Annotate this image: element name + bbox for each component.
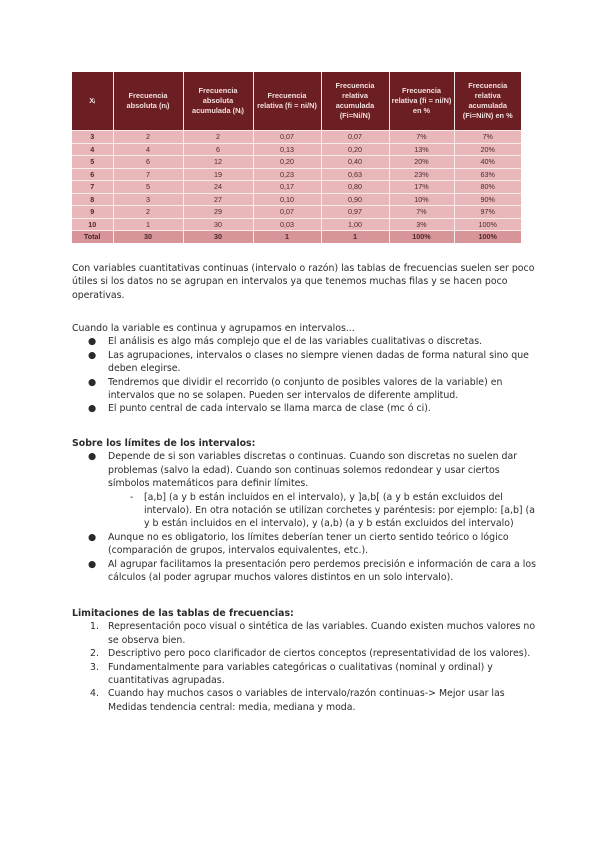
table-cell: 0,13: [253, 143, 321, 156]
list-item-text: Fundamentalmente para variables categóricas o cualitativas (nominal y ordinal) y cuantitativas agrupadas.: [108, 661, 493, 687]
header-rel-cum-freq: Frecuencia relativa acumulada (Fi=Ni/N): [321, 72, 389, 131]
table-cell: Total: [72, 231, 113, 243]
table-cell: 8: [72, 193, 113, 206]
table-row: [72, 181, 521, 194]
table-cell: 3%: [389, 218, 454, 231]
table-cell: 7%: [389, 206, 454, 219]
table-cell: 63%: [454, 168, 521, 181]
table-cell: 0,20: [253, 156, 321, 169]
list-number: 2.: [90, 648, 99, 660]
list-item: [72, 661, 542, 688]
table-row: [72, 193, 521, 206]
table-cell: 1,00: [321, 218, 389, 231]
list-item-text: El punto central de cada intervalo se llama marca de clase (mc ó ci).: [108, 403, 431, 415]
table-header-row: [72, 72, 521, 131]
list-item: [72, 335, 542, 348]
table-cell: 7: [72, 181, 113, 194]
table-cell: 0,07: [253, 206, 321, 219]
table-cell: 100%: [454, 231, 521, 243]
table-cell: 3: [72, 131, 113, 144]
list-item-text: Representación poco visual o sintética de las variables. Cuando existen muchos valores no se observa bien.: [108, 621, 536, 646]
table-cell: 17%: [389, 181, 454, 194]
list-number: 1.: [90, 621, 99, 633]
table-cell: 9: [72, 206, 113, 219]
list-item-text: Aunque no es obligatorio, los límites deberían tener un cierto sentido teórico o lógico (comparación de grupos, intervalos equivalentes, etc.).: [108, 531, 509, 557]
table-cell: 6: [183, 143, 253, 156]
table-cell: 10%: [389, 193, 454, 206]
limitations-numbered-list: [72, 620, 542, 714]
list-item: [72, 450, 542, 530]
table-cell: 24: [183, 181, 253, 194]
continuous-bullet-list: [72, 335, 542, 415]
table-cell: 40%: [454, 156, 521, 169]
limits-sub-list: [108, 491, 542, 531]
list-number: 3.: [90, 661, 99, 673]
dash-icon: -: [130, 491, 134, 503]
table-cell: 30: [113, 231, 183, 243]
header-abs-freq: Frecuencia absoluta (nᵢ): [113, 72, 183, 131]
table-cell: 3: [113, 193, 183, 206]
bullet-icon: ●: [88, 336, 97, 348]
table-cell: 0,03: [253, 218, 321, 231]
table-cell: 12: [183, 156, 253, 169]
table-row: [72, 218, 521, 231]
table-cell: 2: [183, 131, 253, 144]
list-item: [72, 620, 542, 647]
frequency-table: [72, 72, 521, 243]
bullet-icon: ●: [88, 403, 97, 415]
table-cell: 0,90: [321, 193, 389, 206]
continuous-lead: Cuando la variable es continua y agrupamos en intervalos...: [72, 323, 355, 334]
table-cell: 100%: [454, 218, 521, 231]
bullet-icon: ●: [88, 376, 97, 388]
table-cell: 13%: [389, 143, 454, 156]
sub-list-item: [108, 491, 542, 531]
table-cell: 0,07: [321, 131, 389, 144]
bullet-icon: ●: [88, 349, 97, 361]
list-item-text: Descriptivo pero poco clarificador de ciertos conceptos (representatividad de los valores).: [108, 648, 531, 660]
list-item-text: Depende de si son variables discretas o continuas. Cuando son discretas no suelen dar problemas (salvo la edad). Cuando son continuas solemos redondear y usar ciertos símbolos matemáticos para definir límites.: [108, 451, 518, 490]
table-total-row: [72, 231, 521, 243]
list-item: [72, 376, 542, 403]
intro-paragraph: Con variables cuantitativas continuas (intervalo o razón) las tablas de frecuencias suelen ser poco útiles si los datos no se agrupan en intervalos ya que tenemos muchas filas y se hacen poco operativas.: [72, 263, 535, 301]
header-rel-freq-pct: Frecuencia relativa (fi = ni/N) en %: [389, 72, 454, 131]
list-item-text: Tendremos que dividir el recorrido (o conjunto de posibles valores de la variable) en intervalos que no se solapen. Pueden ser intervalos de diferente amplitud.: [108, 376, 503, 402]
table-cell: 30: [183, 231, 253, 243]
table-cell: 23%: [389, 168, 454, 181]
limitations-heading: Limitaciones de las tablas de frecuencias:: [72, 608, 294, 619]
header-xi: Xᵢ: [72, 72, 113, 131]
table-cell: 29: [183, 206, 253, 219]
bullet-icon: ●: [88, 531, 97, 543]
list-item-text: El análisis es algo más complejo que el de las variables cualitativas o discretas.: [108, 336, 483, 348]
table-cell: 1: [321, 231, 389, 243]
table-cell: 0,07: [253, 131, 321, 144]
list-item: [72, 647, 542, 660]
table-cell: 6: [113, 156, 183, 169]
table-cell: 10: [72, 218, 113, 231]
list-item: [72, 558, 542, 585]
table-row: [72, 168, 521, 181]
table-body: [72, 131, 521, 243]
bullet-icon: ●: [88, 451, 97, 463]
table-cell: 20%: [454, 143, 521, 156]
table-cell: 30: [183, 218, 253, 231]
table-cell: 27: [183, 193, 253, 206]
table-cell: 0,17: [253, 181, 321, 194]
bullet-icon: ●: [88, 558, 97, 570]
table-cell: 80%: [454, 181, 521, 194]
table-cell: 5: [113, 181, 183, 194]
header-rel-freq: Frecuencia relativa (fi = ni/N): [253, 72, 321, 131]
list-item-text: Las agrupaciones, intervalos o clases no siempre vienen dadas de forma natural sino que deben elegirse.: [108, 349, 529, 375]
table-cell: 2: [113, 206, 183, 219]
table-cell: 5: [72, 156, 113, 169]
table-cell: 0,20: [321, 143, 389, 156]
intro-block: [72, 262, 542, 302]
limits-heading: Sobre los límites de los intervalos:: [72, 438, 256, 449]
table-cell: 0,23: [253, 168, 321, 181]
table-cell: 19: [183, 168, 253, 181]
limits-section: [72, 437, 542, 584]
table-cell: 4: [72, 143, 113, 156]
table-cell: 0,97: [321, 206, 389, 219]
limitations-section: [72, 607, 542, 714]
table-row: [72, 143, 521, 156]
table-cell: 0,10: [253, 193, 321, 206]
table-cell: 0,80: [321, 181, 389, 194]
table-cell: 1: [113, 218, 183, 231]
table-cell: 0,63: [321, 168, 389, 181]
sub-list-item-text: [a,b] (a y b están incluidos en el intervalo), y ]a,b[ (a y b están excluidos del intervalo). En otra notación se utilizan corchetes y paréntesis: por ejemplo: [a,b] (a y b están incluidos en el intervalo), y (a,b) (a y b están excluidos del intervalo): [144, 491, 535, 530]
list-item: [72, 687, 542, 714]
table-cell: 97%: [454, 206, 521, 219]
table-cell: 7: [113, 168, 183, 181]
limits-bullet-list: [72, 450, 542, 584]
list-item-text: Al agrupar facilitamos la presentación pero perdemos precisión e información de cara a los cálculos (al poder agrupar muchos valores distintos en un solo intervalo).: [108, 558, 536, 584]
table-cell: 6: [72, 168, 113, 181]
table-cell: 4: [113, 143, 183, 156]
table-row: [72, 156, 521, 169]
table-row: [72, 206, 521, 219]
table-cell: 7%: [454, 131, 521, 144]
list-number: 4.: [90, 688, 99, 700]
table-cell: 1: [253, 231, 321, 243]
list-item: [72, 402, 542, 415]
list-item: [72, 531, 542, 558]
list-item-text: Cuando hay muchos casos o variables de intervalo/razón continuas-> Mejor usar las Medidas tendencia central: media, mediana y moda.: [108, 688, 505, 713]
list-item: [72, 349, 542, 376]
table-cell: 90%: [454, 193, 521, 206]
table-cell: 20%: [389, 156, 454, 169]
table-cell: 2: [113, 131, 183, 144]
table-cell: 0,40: [321, 156, 389, 169]
table-cell: 100%: [389, 231, 454, 243]
header-abs-cum-freq: Frecuencia absoluta acumulada (Nᵢ): [183, 72, 253, 131]
table-cell: 7%: [389, 131, 454, 144]
table-row: [72, 131, 521, 144]
header-rel-cum-freq-pct: Frecuencia relativa acumulada (Fi=Ni/N) en %: [454, 72, 521, 131]
continuous-section: [72, 322, 542, 416]
